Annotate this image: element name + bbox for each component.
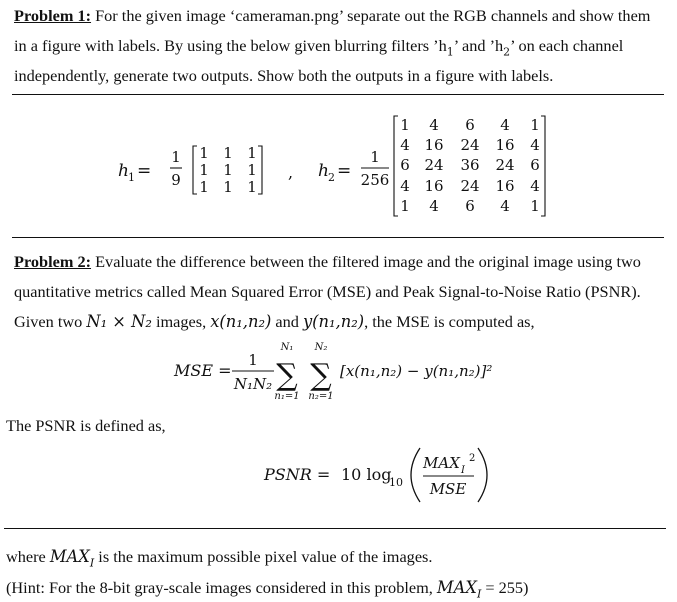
- h2-cell: 4: [400, 177, 410, 195]
- problem2-heading: Problem 2:: [14, 252, 92, 271]
- h1-label: h: [118, 161, 129, 181]
- h2-matrix: [400, 116, 540, 215]
- h2-label: h: [318, 161, 329, 181]
- problem2-line1: Problem 2: Evaluate the difference between the filtered image and the original image using two: [14, 252, 641, 271]
- psnr-paren-left: [411, 448, 420, 502]
- sum2-upper: N₂: [314, 342, 328, 353]
- h2-cell: 24: [460, 177, 480, 195]
- psnr-num-sup: 2: [469, 453, 476, 464]
- h1-bracket-right: [258, 146, 262, 194]
- h2-cell: 24: [495, 156, 515, 174]
- psnr-num: MAX: [423, 454, 460, 472]
- h1-cell: 1: [223, 144, 233, 162]
- h1-sub: 1: [128, 171, 135, 184]
- sum1-sigma: ∑: [276, 358, 298, 393]
- h2-cell: 4: [400, 136, 410, 154]
- h1-cell: 1: [199, 161, 209, 179]
- sum1-upper: N₁: [280, 342, 294, 353]
- mse-equation: [0, 336, 677, 408]
- h2-cell: 36: [460, 156, 480, 174]
- footer-line1: where $MAX_I$ is the maximum possible pixel value of the images.: [6, 547, 433, 570]
- x-expr: x(n₁,n₂): [210, 312, 272, 331]
- psnr-intro: The PSNR is defined as,: [6, 416, 166, 435]
- mse-frac-num: 1: [248, 351, 258, 369]
- h2-cell: 4: [429, 116, 439, 134]
- problem1-line3: independently, generate two outputs. Show both the outputs in a figure with labels.: [14, 66, 554, 85]
- h2-bracket-right: [541, 116, 545, 216]
- h1-frac-den: 9: [171, 171, 181, 189]
- sum2-sigma: ∑: [310, 358, 332, 393]
- h2-cell: 1: [400, 197, 410, 215]
- divider-bottom: [4, 528, 666, 529]
- h2-cell: 6: [465, 197, 475, 215]
- problem2-line3: Given two N₁ × N₂ images, x(n₁,n₂) and y(n₁,n₂), the MSE is computed as,: [14, 312, 535, 331]
- h2-cell: 1: [530, 197, 540, 215]
- h1-bracket-left: [193, 146, 197, 194]
- psnr-den: MSE: [429, 480, 467, 498]
- footer-line2: (Hint: For the 8-bit gray-scale images considered in this problem, $MAX_I = 255$): [6, 578, 529, 601]
- filters-separator: ,: [288, 163, 294, 182]
- y-expr: y(n₁,n₂): [302, 312, 365, 331]
- h2-cell: 24: [460, 136, 480, 154]
- h2-frac-num: 1: [370, 148, 380, 166]
- psnr-equation: [0, 440, 677, 510]
- h1-cell: 1: [223, 161, 233, 179]
- sum2-lower: n₂=1: [308, 391, 334, 402]
- h2-cell: 4: [500, 116, 510, 134]
- problem1-line1: Problem 1: For the given image ‘cameraman.png’ separate out the RGB channels and show them: [14, 6, 651, 25]
- h1-cell: 1: [247, 144, 257, 162]
- mse-lhs: MSE =: [174, 361, 232, 380]
- problem1-line2: in a figure with labels. By using the below given blurring filters $’h_1$’ and $’h_2$’ on each channel: [14, 36, 624, 59]
- psnr-paren-right: [478, 448, 487, 502]
- h2-frac-den: 256: [360, 171, 390, 189]
- mse-summand: [x(n₁,n₂) − y(n₁,n₂)]²: [340, 362, 493, 380]
- h2-cell: 1: [400, 116, 410, 134]
- h2-equals: =: [337, 161, 352, 181]
- h2-cell: 16: [424, 177, 444, 195]
- h1-frac-num: 1: [171, 148, 181, 166]
- divider-top: [12, 94, 664, 95]
- problem2-line2: quantitative metrics called Mean Squared Error (MSE) and Peak Signal-to-Noise Ratio (PSNR).: [14, 282, 641, 301]
- h2-cell: 6: [465, 116, 475, 134]
- h2-cell: 6: [530, 156, 540, 174]
- h1-cell: 1: [199, 144, 209, 162]
- h1-cell: 1: [223, 178, 233, 196]
- dims-expr: N₁ × N₂: [86, 312, 152, 331]
- mse-frac-den: N₁N₂: [233, 375, 273, 393]
- psnr-num-sub: I: [461, 465, 465, 476]
- h2-cell: 4: [530, 136, 540, 154]
- filters-equation: [0, 112, 677, 222]
- psnr-coef: 10 log: [341, 465, 392, 484]
- h1-cell: 1: [199, 178, 209, 196]
- h1-cell: 1: [247, 178, 257, 196]
- psnr-log-base: 10: [389, 476, 403, 489]
- h2-cell: 1: [530, 116, 540, 134]
- sum1-lower: n₁=1: [274, 391, 300, 402]
- h2-cell: 24: [424, 156, 444, 174]
- h2-cell: 4: [500, 197, 510, 215]
- psnr-lhs: PSNR =: [264, 465, 331, 484]
- h2-cell: 4: [530, 177, 540, 195]
- h2-cell: 16: [424, 136, 444, 154]
- h2-cell: 6: [400, 156, 410, 174]
- h1-matrix: [199, 144, 257, 196]
- h2-bracket-left: [394, 116, 398, 216]
- h1-equals: =: [137, 161, 152, 181]
- h2-sub: 2: [328, 171, 335, 184]
- divider-middle: [12, 237, 664, 238]
- h2-cell: 16: [495, 136, 515, 154]
- h1-cell: 1: [247, 161, 257, 179]
- problem1-heading: Problem 1:: [14, 6, 92, 25]
- h2-cell: 4: [429, 197, 439, 215]
- h2-cell: 16: [495, 177, 515, 195]
